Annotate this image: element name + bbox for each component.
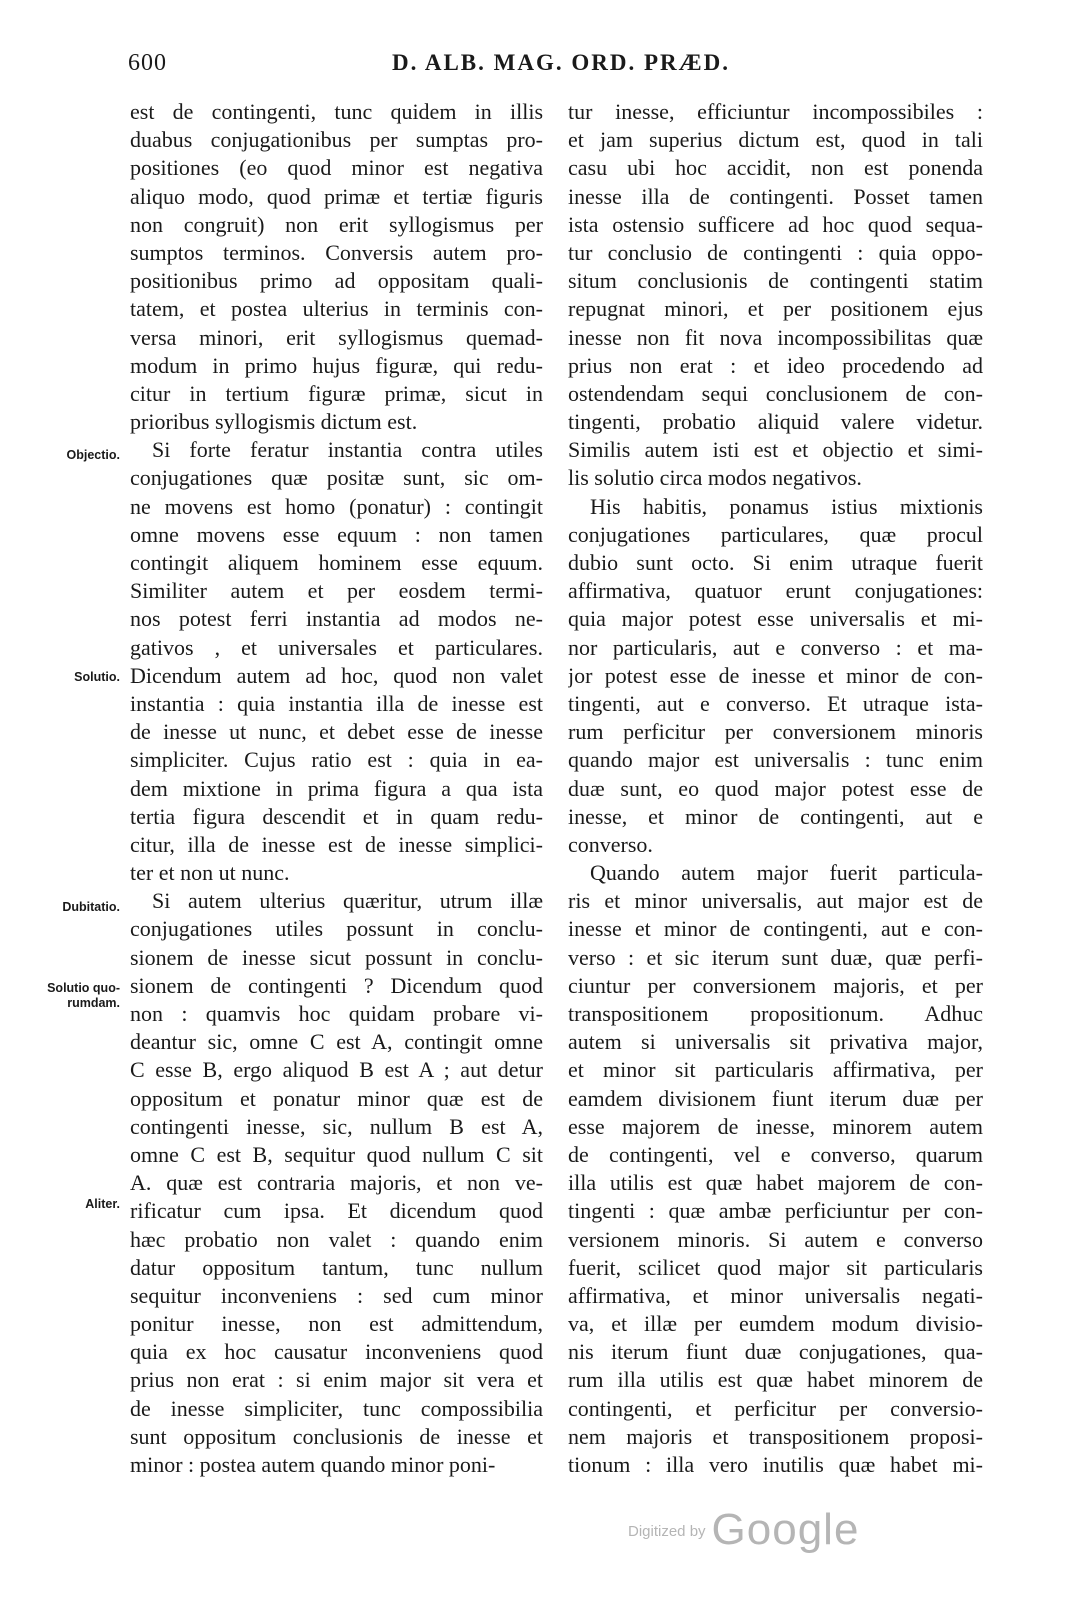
margin-note-solutio: Solutio. — [74, 670, 120, 684]
text-line: gativos , et universales et particulares. — [130, 634, 543, 660]
text-line: tingenti, probatio aliquid valere videtur. — [568, 409, 983, 435]
text-line: hæc probatio non valet : quando enim — [130, 1226, 543, 1252]
text-line: de contingenti, vel e converso, quarum — [568, 1141, 983, 1167]
text-line: de inesse simpliciter, tunc compossibilia — [130, 1395, 543, 1421]
text-line: tingenti, aut e converso. Et utraque ista- — [568, 690, 983, 716]
text-line: verso : et sic iterum sunt duæ, quæ perfi- — [568, 944, 983, 970]
text-line: rificatur cum ipsa. Et dicendum quod — [130, 1198, 543, 1224]
text-line: sequitur inconveniens : sed cum minor — [130, 1282, 543, 1308]
text-line: va, et illæ per eumdem modum divisio- — [568, 1311, 983, 1337]
text-line: quia ex hoc causatur inconveniens quod — [130, 1339, 543, 1365]
text-line: dubio sunt octo. Si enim utraque fuerit — [568, 550, 983, 575]
digitized-by-text: Digitized by — [628, 1523, 706, 1540]
text-line: tingenti : quæ ambæ perficiuntur per con- — [568, 1198, 983, 1224]
text-line: eamdem divisionem fiunt iterum duæ per — [568, 1085, 983, 1111]
text-line: nor particularis, aut e converso : et ma- — [568, 634, 983, 660]
text-line: affirmativa, quatuor erunt conjugationes: — [568, 578, 983, 604]
page-number: 600 — [128, 50, 167, 76]
text-line: datur oppositum tantum, tunc nullum — [130, 1254, 543, 1280]
text-line: Similiter autem et per eosdem termi- — [130, 578, 543, 604]
text-line: C esse B, ergo aliquod B est A ; aut detur — [130, 1057, 543, 1083]
text-line: Quando autem major fuerit particula- — [590, 860, 983, 886]
text-line: esse majorem de inesse, minorem autem — [568, 1113, 983, 1139]
text-line: situm conclusionis de contingenti statim — [568, 268, 983, 294]
left-column — [130, 98, 543, 1479]
running-header — [128, 50, 968, 86]
text-line: tertia figura descendit et in quam redu- — [130, 803, 543, 829]
text-line: minor : postea autem quando minor poni- — [130, 1452, 496, 1477]
text-line: positionibus primo ad oppositam quali- — [130, 268, 543, 294]
text-line: sionem de inesse sicut possunt in conclu- — [130, 944, 543, 970]
text-line: conjugationes utiles possunt in conclu- — [130, 916, 543, 942]
text-line: sumptos terminos. Conversis autem pro- — [130, 239, 543, 265]
text-line: deantur sic, omne C est A, contingit omne — [130, 1029, 543, 1055]
text-line: modum in primo hujus figuræ, qui redu- — [130, 352, 543, 378]
text-line: tur inesse, efficiuntur incompossibiles : — [568, 99, 983, 124]
text-line: Si forte feratur instantia contra utiles — [152, 437, 543, 463]
text-line: instantia : quia instantia illa de inesse est — [130, 690, 543, 716]
text-line: nis iterum fiunt duæ conjugationes, qua- — [568, 1339, 983, 1365]
text-line: quia major potest esse universalis et mi- — [568, 606, 983, 632]
right-column — [568, 98, 983, 1479]
text-line: ostendendam sequi conclusionem de con- — [568, 380, 983, 406]
google-logo: Google — [711, 1505, 860, 1554]
text-line: oppositum et ponatur minor quæ est de — [130, 1085, 543, 1111]
text-line: non : quamvis hoc quidam probare vi- — [130, 1001, 543, 1026]
text-line: illa utilis est quæ habet majorem de con- — [568, 1170, 983, 1196]
text-line: prius non erat : si enim major sit vera et — [130, 1367, 543, 1393]
text-line: transpositionem propositionum. Adhuc — [568, 1001, 983, 1026]
text-line: duabus conjugationibus per sumptas pro- — [130, 127, 543, 153]
text-line: ne movens est homo (ponatur) : contingit — [130, 493, 543, 519]
text-line: citur, illa de inesse est de inesse simplici- — [130, 831, 543, 857]
text-line: rum illa utilis est quæ habet minorem de — [568, 1367, 983, 1393]
digitized-watermark — [628, 1505, 859, 1555]
text-line: ris et minor universalis, aut major est de — [568, 888, 983, 914]
text-line: Similis autem isti est et objectio et simi- — [568, 437, 983, 463]
text-line: tionum : illa vero inutilis quæ habet mi- — [568, 1452, 983, 1477]
text-line: ciuntur per conversionem majoris, et per — [568, 972, 983, 998]
margin-note-aliter: Aliter. — [85, 1197, 120, 1211]
text-line: et jam superius dictum est, quod in tali — [568, 127, 983, 153]
text-line: dem mixtione in prima figura a qua ista — [130, 775, 543, 801]
text-line: casu ubi hoc accidit, non est ponenda — [568, 155, 983, 181]
text-line: Dicendum autem ad hoc, quod non valet — [130, 662, 543, 688]
text-line: autem si universalis sit privativa major, — [568, 1029, 983, 1055]
text-line: inesse illa de contingenti. Posset tamen — [568, 183, 983, 209]
text-line: ter et non ut nunc. — [130, 860, 290, 886]
text-line: conjugationes quæ positæ sunt, sic om- — [130, 465, 543, 491]
text-line: est de contingenti, tunc quidem in illis — [130, 99, 543, 124]
text-line: sunt oppositum conclusionis de inesse et — [130, 1423, 543, 1449]
text-line: prius non erat : et ideo procedendo ad — [568, 352, 983, 378]
text-line: rum perficitur per conversionem minoris — [568, 719, 983, 745]
text-line: inesse non fit nova incompossibilitas quæ — [568, 324, 983, 350]
text-line: positiones (eo quod minor est negativa — [130, 155, 543, 181]
text-line: omne movens esse equum : non tamen — [130, 521, 543, 547]
text-line: ista ostensio sufficere ad hoc quod sequa- — [568, 211, 983, 237]
text-line: A. quæ est contraria majoris, et non ve- — [130, 1170, 543, 1196]
margin-note-objectio: Objectio. — [66, 448, 120, 462]
text-line: Si autem ulterius quæritur, utrum illæ — [152, 888, 543, 914]
text-line: simpliciter. Cujus ratio est : quia in ea- — [130, 747, 543, 773]
text-line: repugnat minori, et per positionem ejus — [568, 296, 983, 322]
text-line: prioribus syllogismis dictum est. — [130, 409, 418, 435]
text-line: inesse, et minor de contingenti, aut e — [568, 803, 983, 829]
text-line: jor potest esse de inesse et minor de con- — [568, 662, 983, 688]
text-line: versa minori, erit syllogismus quemad- — [130, 324, 543, 350]
text-line: duæ sunt, eo quod major potest esse de — [568, 775, 983, 801]
margin-note-dubitatio: Dubitatio. — [62, 900, 120, 914]
text-line: citur in tertium figuræ primæ, sicut in — [130, 380, 543, 406]
text-line: tatem, et postea ulterius in terminis con- — [130, 296, 543, 322]
text-line: nos potest ferri instantia ad modos ne- — [130, 606, 543, 632]
text-line: affirmativa, et minor universalis negati- — [568, 1282, 983, 1308]
text-line: de inesse ut nunc, et debet esse de inesse — [130, 719, 543, 745]
text-line: aliquo modo, quod primæ et tertiæ figuris — [130, 183, 543, 209]
text-line: fuerit, scilicet quod major sit particularis — [568, 1254, 983, 1280]
margin-note-solutio-quorundam: Solutio quo- rumdam. — [47, 981, 120, 1010]
text-line: tur conclusio de contingenti : quia oppo- — [568, 239, 983, 265]
text-line: inesse et minor de contingenti, aut e con- — [568, 916, 983, 942]
text-line: versionem minoris. Si autem e converso — [568, 1226, 983, 1252]
text-line: non congruit) non erit syllogismus per — [130, 211, 543, 237]
text-line: His habitis, ponamus istius mixtionis — [590, 493, 983, 519]
text-line: quando major est universalis : tunc enim — [568, 747, 983, 773]
text-line: lis solutio circa modos negativos. — [568, 465, 862, 491]
text-line: sionem de contingenti ? Dicendum quod — [130, 972, 543, 998]
running-title: D. ALB. MAG. ORD. PRÆD. — [392, 50, 730, 75]
text-line: contingit aliquem hominem esse equum. — [130, 550, 543, 575]
text-line: nem majoris et transpositionem proposi- — [568, 1423, 983, 1449]
text-line: et minor sit particularis affirmativa, per — [568, 1057, 983, 1083]
text-line: ponitur inesse, non est admittendum, — [130, 1311, 543, 1337]
text-line: conjugationes particulares, quæ procul — [568, 521, 983, 547]
text-line: contingenti inesse, sic, nullum B est A, — [130, 1113, 543, 1139]
text-line: converso. — [568, 831, 653, 857]
text-line: omne C est B, sequitur quod nullum C sit — [130, 1141, 543, 1167]
text-line: contingenti, et perficitur per conversio- — [568, 1395, 983, 1421]
